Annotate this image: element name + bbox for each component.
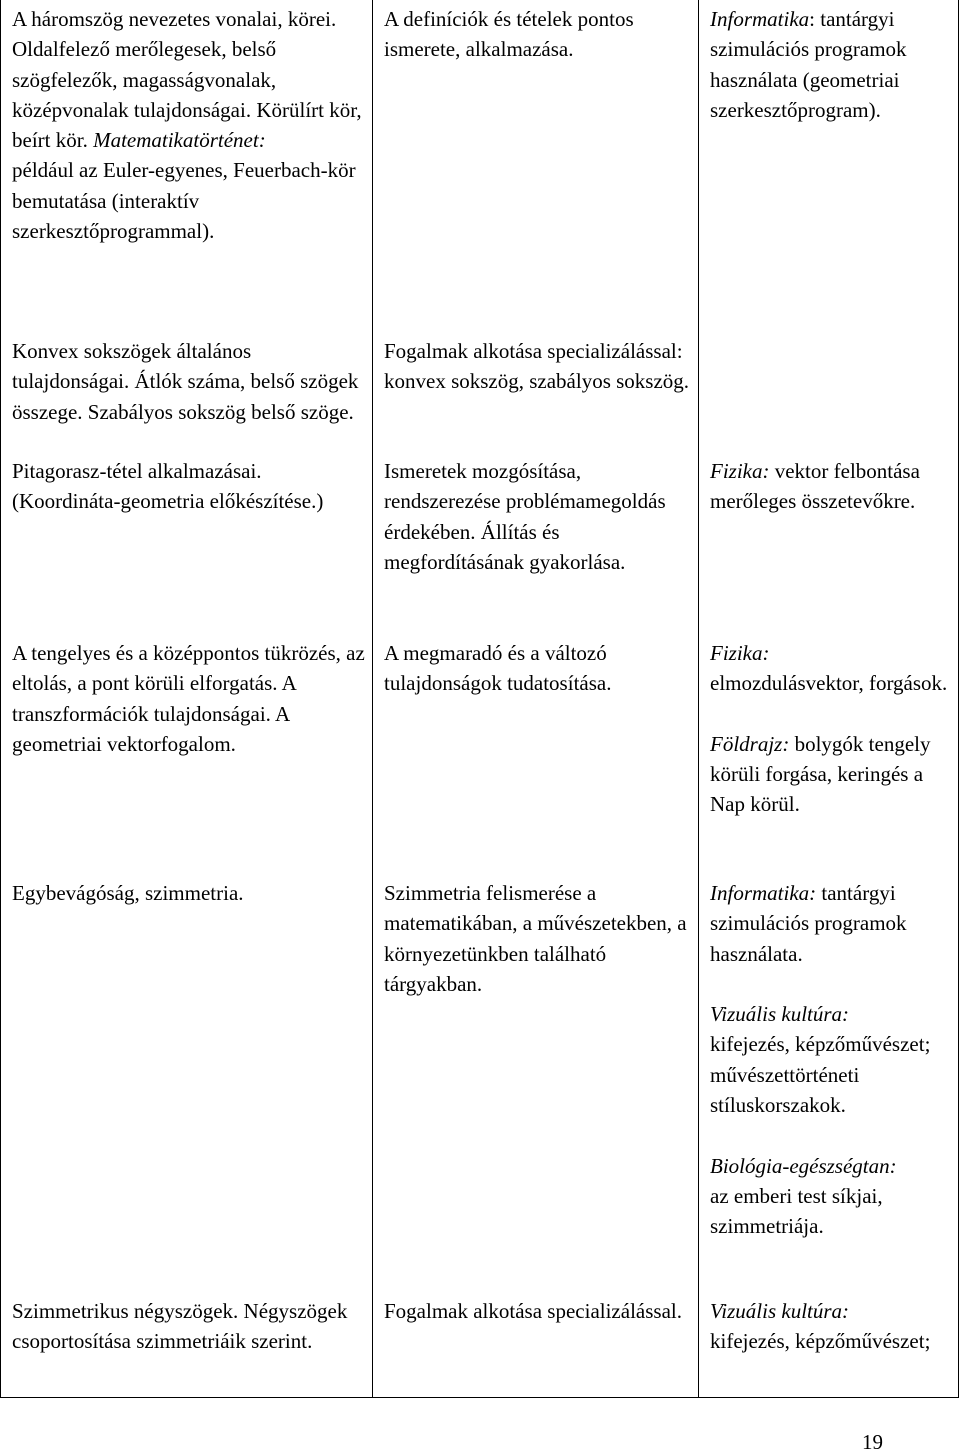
cell-text: Fogalmak alkotása specializálással. xyxy=(384,1299,682,1323)
subject-label: Biológia-egészségtan: xyxy=(710,1153,897,1178)
table-cell xyxy=(384,638,694,699)
cell-text: tantárgyi szimulációs programok használata. xyxy=(710,881,907,966)
cell-text: A háromszög nevezetes vonalai, körei. Oldalfelező merőlegesek, belső szögfelezők, magasságvonalak, középvonalak tulajdonságai. Körülírt kör, beírt kör. xyxy=(12,7,362,153)
table-border-bottom xyxy=(0,1397,959,1398)
table-cell xyxy=(12,1296,372,1357)
table-cell xyxy=(12,336,372,427)
table-border-left xyxy=(0,0,1,1398)
subject-label: Vizuális kultúra: xyxy=(710,1002,850,1027)
cell-text: Szimmetrikus négyszögek. Négyszögek csoportosítása szimmetriáik szerint. xyxy=(12,1299,348,1354)
table-cell xyxy=(12,456,372,517)
table-cell xyxy=(710,4,958,125)
table-cell xyxy=(384,1296,694,1326)
cell-text: kifejezés, képzőművészet; művészettörténeti stíluskorszakok. xyxy=(710,1032,931,1118)
cell-text: A megmaradó és a változó tulajdonságok tudatosítása. xyxy=(384,641,612,696)
cell-text: Ismeretek mozgósítása, rendszerezése problémamegoldás érdekében. Állítás és megfordításának gyakorlása. xyxy=(384,459,666,574)
cell-text: Szimmetria felismerése a matematikában, a művészetekben, a környezetünkben található tárgyakban. xyxy=(384,881,687,996)
cell-text: : tantárgyi szimulációs programok használata (geometriai szerkesztőprogram). xyxy=(710,7,907,122)
subject-label: Informatika: xyxy=(710,881,817,905)
cell-text: Egybevágóság, szimmetria. xyxy=(12,881,244,905)
subject-label: Fizika: xyxy=(710,641,770,665)
subject-label: Matematikatörténet: xyxy=(93,128,266,153)
table-cell xyxy=(12,878,372,908)
cell-text: például az Euler-egyenes, Feuerbach-kör bemutatása (interaktív szerkesztőprogrammal). xyxy=(12,158,356,244)
cell-text: A tengelyes és a középpontos tükrözés, az eltolás, a pont körüli elforgatás. A transzformációk tulajdonságai. A geometriai vektorfogalom. xyxy=(12,641,365,756)
column-divider-2 xyxy=(698,0,699,1398)
subject-label: Fizika: xyxy=(710,459,770,483)
cell-text: vektor felbontása merőleges összetevőkre. xyxy=(710,459,920,514)
cell-text: Pitagorasz-tétel alkalmazásai. (Koordináta-geometria előkészítése.) xyxy=(12,459,324,514)
subject-label: Vizuális kultúra: xyxy=(710,1299,850,1323)
table-cell xyxy=(384,456,694,577)
cell-text: bolygók tengely körüli forgása, keringés a Nap körül. xyxy=(710,731,931,817)
table-cell xyxy=(384,4,694,65)
cell-text: az emberi test síkjai, szimmetriája. xyxy=(710,1183,883,1239)
subject-label: Informatika xyxy=(710,7,810,31)
table-border-right xyxy=(958,0,959,1398)
cell-text: kifejezés, képzőművészet; xyxy=(710,1329,931,1354)
column-divider-1 xyxy=(372,0,373,1398)
table-cell xyxy=(12,4,372,246)
table-cell xyxy=(12,638,372,759)
table-cell xyxy=(710,878,958,1242)
page-number: 19 xyxy=(862,1430,883,1454)
cell-text: Fogalmak alkotása specializálással: konvex sokszög, szabályos sokszög. xyxy=(384,339,690,394)
table-cell xyxy=(710,456,958,517)
table-cell xyxy=(384,336,694,397)
cell-text: A definíciók és tételek pontos ismerete, alkalmazása. xyxy=(384,7,634,62)
table-cell xyxy=(710,1296,958,1357)
cell-text: Konvex sokszögek általános tulajdonságai. Átlók száma, belső szögek összege. Szabályos sokszög belső szöge. xyxy=(12,339,359,424)
table-cell xyxy=(710,638,958,820)
subject-label: Földrajz: xyxy=(710,731,790,756)
cell-text: elmozdulásvektor, forgások. xyxy=(710,671,948,696)
table-cell xyxy=(384,878,694,999)
